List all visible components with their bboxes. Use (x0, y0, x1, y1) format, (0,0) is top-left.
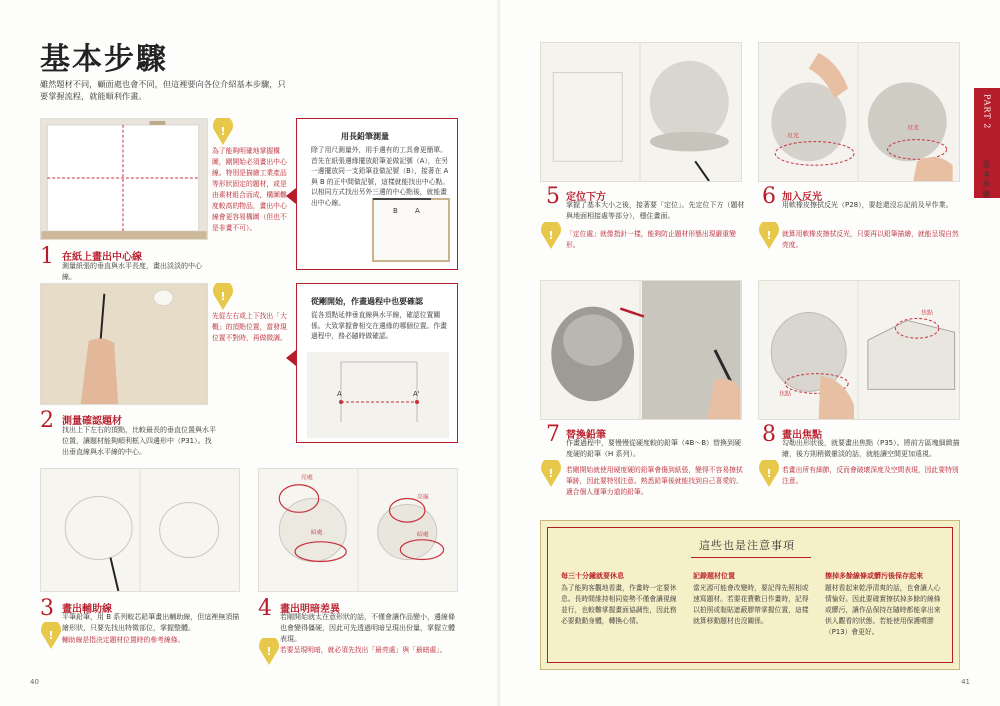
step6-number: 6 (762, 184, 776, 209)
step6-title: 加入反光 (782, 192, 822, 203)
point-badge-icon (258, 638, 280, 666)
step1-number: 1 (40, 244, 54, 269)
step7-body: 作畫過程中，要慢慢從硬度較的鉛筆（4B～B）替換到硬度硬的鉛筆（H 系列）。 (566, 439, 742, 458)
step2-title: 測量確認題材 (62, 416, 122, 427)
point-badge-icon (540, 460, 562, 488)
notes-title: 這些也是注意事項 (699, 539, 795, 552)
svg-text:!: ! (48, 629, 54, 642)
step6-label-reflect-2: 反光 (907, 125, 920, 132)
step8-body: 勾勒出形狀後，就要畫出焦點（P35）。將前方區塊細緻描繪，後方則稍微暈淡的話，就能讓空間更加遠視。 (782, 439, 960, 458)
step6-photo (758, 42, 960, 182)
box1-title: 用長鉛筆測量 (341, 132, 389, 141)
step7-title: 替換鉛筆 (566, 430, 606, 441)
step5-point-text: 「定位處」就像指針一樣，能夠防止題材形態出現嚴重變形。 (566, 230, 736, 249)
box-check-process (296, 283, 458, 443)
step4-label-dark-2: 暗處 (417, 531, 429, 538)
step2-body: 找出上下左右的頂點，比較最長的垂直位置與水平位置，讓題材能夠順利框入四邊形中（P31）。找出垂直線與水平線的中心。 (62, 426, 216, 456)
note3-body: 題材看起來乾淨清爽的話，也會讓人心情愉好。因此要確實擦拭掉多餘的線條或髒污，讓作品保持在隨時都能拿出來供人觀看的狀態。若能使用保護噴膠（P13）會更好。 (825, 584, 941, 636)
step4-label-dark: 暗處 (310, 529, 323, 536)
step8-number: 8 (762, 422, 776, 447)
svg-text:!: ! (548, 229, 554, 242)
step1-point-text: 為了能夠明確地掌握構圖，剛開始必須畫出中心線。特別是描繪工業產品等形狀固定的題材，或是由素材組合而成，構圖難度較高的物品，畫出中心線會更容易構圖（但也不是非畫不可）。 (212, 147, 287, 232)
step7-point-text: 若剛開始就使用硬度硬的鉛筆會傷到紙張，變得不容易擦拭筆跡，因此要特別注意。熟悉鉛筆後就能找到自己喜愛的、適合個人運筆力道的鉛筆。 (566, 466, 743, 496)
point-badge-icon (40, 622, 62, 650)
note2-body: 當光源可能會改變時，要記得先照相或速寫題材。若要花費數日作畫時，記得以拍照或黏貼遮蔽膠帶掌握位置，這樣就算移動題材也沒關係。 (693, 584, 809, 625)
notes-box (540, 520, 960, 670)
step4-body: 若剛開始就太在意形狀的話，不僅會讓作品變小，邊線條也會變得僵硬，因此可先透過明暗呈現出份量，掌握立體表現。 (280, 613, 455, 643)
svg-text:!: ! (766, 467, 772, 480)
note1-title: 每三十分鐘就要休息 (561, 572, 624, 580)
svg-text:!: ! (220, 125, 226, 138)
step4-number: 4 (258, 596, 272, 621)
step4-label-bright: 亮處 (300, 474, 313, 481)
step5-body: 掌握了基本大小之後，接著要「定位」。先定位下方（題材與地面相接處等部分），穩住畫面。 (566, 201, 745, 220)
box1-illustration (371, 195, 451, 265)
step1-title: 在紙上畫出中心線 (62, 252, 142, 263)
step4-point-text: 若要呈現明暗，就必須先找出「最亮處」與「最暗處」。 (280, 646, 447, 654)
svg-text:!: ! (548, 467, 554, 480)
step3-photo (40, 468, 240, 592)
step7-photo (540, 280, 742, 420)
box1-body: 除了用尺測量外，用手邊有的工具會更簡單。首先在紙張邊緣擺放鉛筆並做記號（A），在另一邊擺放同一支鉛筆並做記號（B），接著在 A 與 B 的正中間做記號，這樣就能找出中心點。以相同方式找出另外三邊的中心點後，就能畫出中心線。 (311, 146, 450, 207)
part-tab-label: PART 2 (982, 94, 992, 130)
box-pencil-measure (296, 118, 458, 270)
box2-label-a: A (337, 390, 342, 398)
svg-text:!: ! (266, 645, 272, 658)
step6-label-reflect: 反光 (787, 133, 799, 140)
step4-photo (258, 468, 458, 592)
step3-title: 畫出輔助線 (62, 604, 112, 615)
page-title: 基本步驟 (40, 42, 168, 77)
step8-label-focus: 焦點 (921, 310, 933, 317)
step3-body: 平筆鉛筆，用 B 系列較芯鉛筆畫出輔助線，但這裡無須描繪形狀，只要先找出特徵部位，掌握整體。 (62, 613, 240, 632)
box2-illustration (307, 352, 449, 438)
box2-title: 從剛開始，作畫過程中也要確認 (311, 297, 423, 306)
step1-body: 測量紙張的垂直與水平長度，畫出淡淡的中心線。 (62, 262, 202, 281)
step8-point-text: 若畫出所有細節，反而會破壞深度及空間表現，因此要特別注意。 (782, 466, 959, 485)
note1-body: 為了能夠客觀地看畫，作畫時一定要休息。長時間維持相同姿勢不僅會讓視線並行，也較難掌握畫面協調性，因此務必要動動身體，轉換心情。 (561, 584, 677, 625)
step3-number: 3 (40, 596, 54, 621)
step4-title: 畫出明暗差異 (280, 604, 340, 615)
step5-number: 5 (546, 184, 560, 209)
right-page (500, 0, 1000, 706)
step2-number: 2 (40, 408, 54, 433)
note3-title: 擦掉多餘線條或髒污後保存起來 (825, 572, 923, 580)
step5-photo (540, 42, 742, 182)
box2-label-a-prime: A' (413, 390, 420, 398)
point-badge-icon (758, 222, 780, 250)
step6-point-text: 就算用軟橡皮擦拭反光，只要再以鉛筆描繪，就能呈現自然亮度。 (782, 230, 959, 249)
notes-title-underline (691, 557, 811, 558)
box1-pointer (286, 188, 296, 204)
step8-photo (758, 280, 960, 420)
point-badge-icon (540, 222, 562, 250)
box1-label-b: B (393, 207, 398, 215)
step8-title: 畫出焦點 (782, 430, 822, 441)
point-badge-icon (758, 460, 780, 488)
step6-body: 用軟橡皮擦拭反光（P28），要趁還沒忘記前及早作業。 (782, 201, 953, 209)
side-section-label: 基本步驟 (982, 160, 991, 200)
step8-label-focus-2: 焦點 (779, 391, 791, 398)
page-intro: 雖然題材不同，顧面處也會不同，但這裡要向各位介紹基本步驟，只要掌握流程，就能順利作畫。 (40, 79, 286, 101)
step5-title: 定位下方 (566, 192, 606, 203)
point-badge-icon (212, 118, 234, 146)
step2-photo (40, 283, 208, 405)
box2-pointer (286, 350, 296, 366)
page-number-right: 41 (961, 678, 970, 686)
point-badge-icon (212, 283, 234, 311)
step4-label-bright-2: 亮處 (417, 494, 429, 501)
step7-number: 7 (546, 422, 560, 447)
step2-point-text: 先從左右或上下找出「大概」的頂點位置，當發現位置不對時，再做微調。 (212, 312, 287, 342)
svg-text:!: ! (220, 290, 226, 303)
step3-point-text: 輔助線是指決定題材位置時的參考線條。 (62, 636, 185, 644)
step1-photo (40, 118, 208, 240)
box1-label-a: A (415, 207, 420, 215)
box2-body: 從各頂點延伸垂直線與水平線，確認位置關係。大致掌握會相交在邊緣的哪個位置。作畫過程中，務必隨時做確認。 (311, 311, 447, 340)
page-number-left: 40 (30, 678, 39, 686)
note2-title: 記錄題材位置 (693, 572, 735, 580)
svg-text:!: ! (766, 229, 772, 242)
